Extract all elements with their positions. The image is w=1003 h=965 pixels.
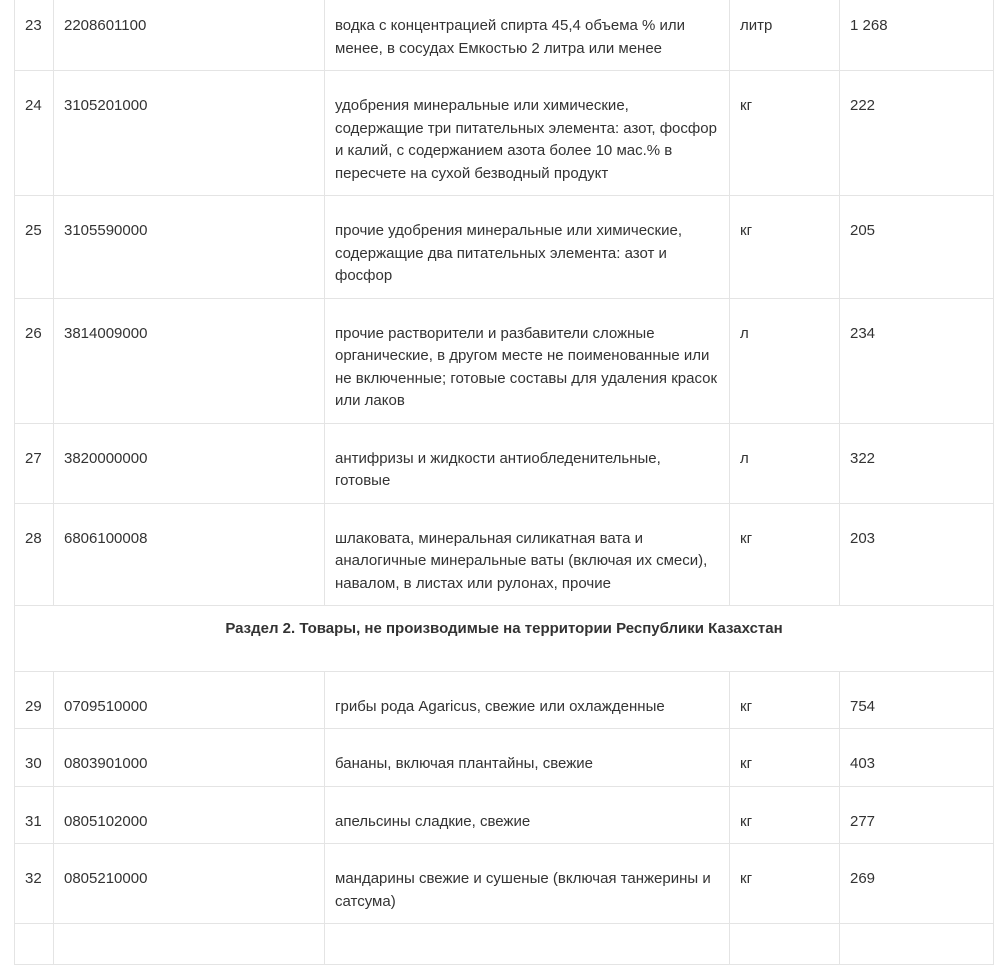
value-cell: 1 268 bbox=[840, 0, 994, 71]
goods-description: прочие растворители и разбавители сложные органические, в другом месте не поименованные или не включенные; готовые составы для удаления красок или лаков bbox=[325, 298, 730, 423]
table-row bbox=[15, 503, 994, 606]
table-row bbox=[15, 196, 994, 299]
unit-of-measure: кг bbox=[730, 786, 840, 844]
goods-description: грибы рода Agaricus, свежие или охлажденные bbox=[325, 671, 730, 729]
unit-of-measure: кг bbox=[730, 844, 840, 924]
unit-of-measure: л bbox=[730, 423, 840, 503]
value-cell: 277 bbox=[840, 786, 994, 844]
goods-description: мандарины свежие и сушеные (включая танжерины и сатсума) bbox=[325, 844, 730, 924]
tnved-code: 3814009000 bbox=[54, 298, 325, 423]
unit-of-measure: кг bbox=[730, 196, 840, 299]
unit-of-measure: кг bbox=[730, 503, 840, 606]
table-row bbox=[15, 844, 994, 924]
goods-description: удобрения минеральные или химические, содержащие три питательных элемента: азот, фосфор и калий, с содержанием азота более 10 мас.% в пересчете на сухой безводный продукт bbox=[325, 71, 730, 196]
table-row bbox=[15, 671, 994, 729]
value-cell: 222 bbox=[840, 71, 994, 196]
tnved-code: 3105590000 bbox=[54, 196, 325, 299]
value-cell: 269 bbox=[840, 844, 994, 924]
goods-description: прочие удобрения минеральные или химические, содержащие два питательных элемента: азот и фосфор bbox=[325, 196, 730, 299]
value-cell: 234 bbox=[840, 298, 994, 423]
goods-description: водка с концентрацией спирта 45,4 объема % или менее, в сосудах Емкостью 2 литра или менее bbox=[325, 0, 730, 71]
empty-cell bbox=[840, 924, 994, 965]
tnved-code: 6806100008 bbox=[54, 503, 325, 606]
tnved-code: 0805102000 bbox=[54, 786, 325, 844]
empty-cell bbox=[325, 924, 730, 965]
row-number: 31 bbox=[15, 786, 54, 844]
row-number: 28 bbox=[15, 503, 54, 606]
tnved-code: 0803901000 bbox=[54, 729, 325, 787]
value-cell: 403 bbox=[840, 729, 994, 787]
tnved-code: 3820000000 bbox=[54, 423, 325, 503]
goods-table-body bbox=[15, 0, 994, 965]
table-row bbox=[15, 71, 994, 196]
value-cell: 322 bbox=[840, 423, 994, 503]
table-row bbox=[15, 298, 994, 423]
row-number: 32 bbox=[15, 844, 54, 924]
row-number: 25 bbox=[15, 196, 54, 299]
row-number: 30 bbox=[15, 729, 54, 787]
table-row bbox=[15, 729, 994, 787]
empty-cell bbox=[54, 924, 325, 965]
unit-of-measure: л bbox=[730, 298, 840, 423]
unit-of-measure: литр bbox=[730, 0, 840, 71]
table-row bbox=[15, 0, 994, 71]
tnved-code: 0709510000 bbox=[54, 671, 325, 729]
value-cell: 203 bbox=[840, 503, 994, 606]
section-header-row bbox=[15, 606, 994, 672]
goods-table bbox=[14, 0, 994, 965]
section-title: Раздел 2. Товары, не производимые на территории Республики Казахстан bbox=[15, 606, 994, 672]
empty-cell bbox=[730, 924, 840, 965]
row-number: 26 bbox=[15, 298, 54, 423]
unit-of-measure: кг bbox=[730, 71, 840, 196]
tnved-code: 0805210000 bbox=[54, 844, 325, 924]
value-cell: 205 bbox=[840, 196, 994, 299]
value-cell: 754 bbox=[840, 671, 994, 729]
row-number: 29 bbox=[15, 671, 54, 729]
table-row bbox=[15, 423, 994, 503]
goods-description: антифризы и жидкости антиобледенительные, готовые bbox=[325, 423, 730, 503]
unit-of-measure: кг bbox=[730, 729, 840, 787]
unit-of-measure: кг bbox=[730, 671, 840, 729]
tnved-code: 2208601100 bbox=[54, 0, 325, 71]
empty-cell bbox=[15, 924, 54, 965]
row-number: 23 bbox=[15, 0, 54, 71]
goods-description: бананы, включая плантайны, свежие bbox=[325, 729, 730, 787]
table-row bbox=[15, 786, 994, 844]
goods-description: шлаковата, минеральная силикатная вата и аналогичные минеральные ваты (включая их смеси), навалом, в листах или рулонах, прочие bbox=[325, 503, 730, 606]
row-number: 24 bbox=[15, 71, 54, 196]
row-number: 27 bbox=[15, 423, 54, 503]
goods-description: апельсины сладкие, свежие bbox=[325, 786, 730, 844]
table-row-partial bbox=[15, 924, 994, 965]
tnved-code: 3105201000 bbox=[54, 71, 325, 196]
